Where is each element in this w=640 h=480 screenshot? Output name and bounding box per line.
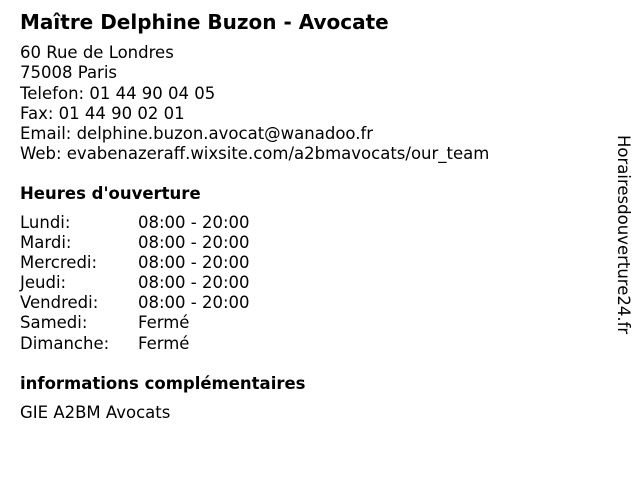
day-label: Jeudi: [20,273,67,293]
hours-row-monday [20,213,250,233]
day-label: Mercredi: [20,253,98,273]
time-value: Fermé [138,313,190,333]
time-value: 08:00 - 20:00 [138,213,250,232]
hours-row-wednesday [20,253,250,273]
phone-number: Telefon: 01 44 90 04 05 [20,83,216,103]
day-label: Lundi: [20,213,71,232]
time-value: 08:00 - 20:00 [138,293,250,313]
opening-hours-heading: Heures d'ouverture [20,184,201,203]
website-url: Web: evabenazeraff.wixsite.com/a2bmavocats/our_team [20,144,490,164]
address-street: 60 Rue de Londres [20,43,174,62]
day-label: Dimanche: [20,333,110,353]
day-label: Samedi: [20,313,88,333]
hours-row-friday [20,293,250,313]
page-title: Maître Delphine Buzon - Avocate [20,10,389,34]
hours-row-saturday [20,313,250,333]
time-value: Fermé [138,333,190,353]
day-label: Vendredi: [20,293,99,313]
opening-hours-table [20,213,250,354]
fax-number: Fax: 01 44 90 02 01 [20,103,185,123]
time-value: 08:00 - 20:00 [138,233,250,253]
hours-row-thursday [20,273,250,293]
email-address: Email: delphine.buzon.avocat@wanadoo.fr [20,124,374,144]
day-label: Mardi: [20,233,72,253]
additional-info-text: GIE A2BM Avocats [20,403,171,422]
watermark: Horairesdouverture24.fr [614,135,633,335]
time-value: 08:00 - 20:00 [138,253,250,273]
time-value: 08:00 - 20:00 [138,273,250,293]
address-city: 75008 Paris [20,63,118,83]
hours-row-sunday [20,334,250,354]
additional-info-heading: informations complémentaires [20,374,306,393]
contact-block [20,43,489,165]
hours-row-tuesday [20,233,250,253]
